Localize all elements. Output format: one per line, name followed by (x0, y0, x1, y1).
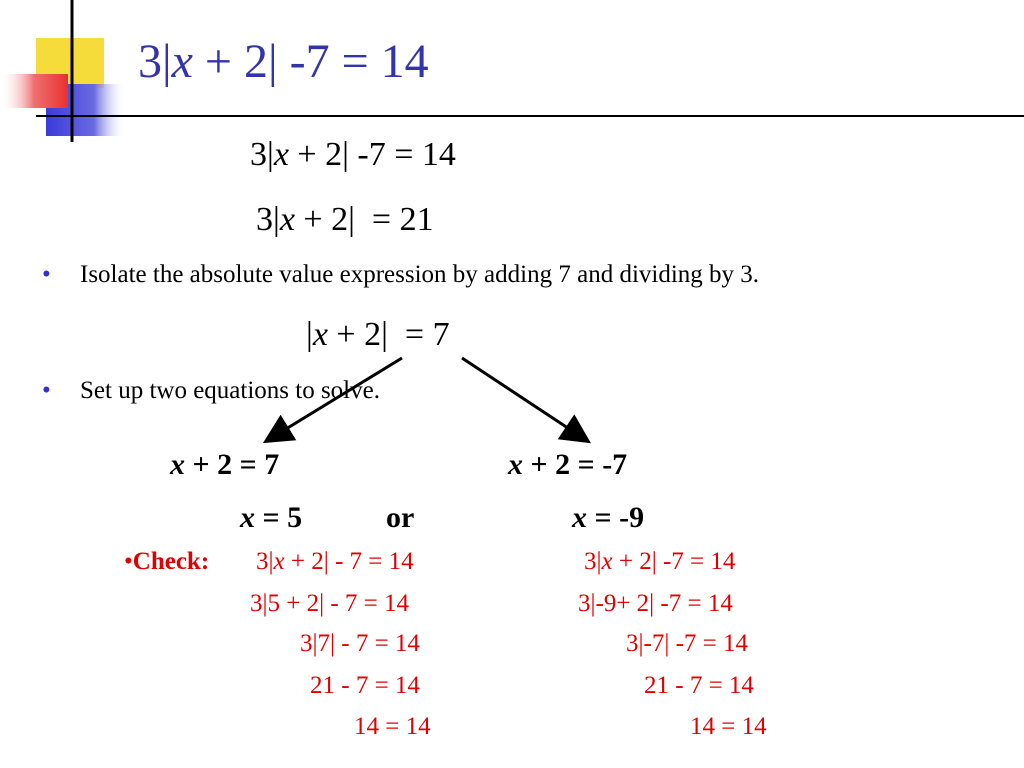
bullet-isolate: • Isolate the absolute value expression by adding 7 and dividing by 3. (42, 261, 760, 288)
check-heading: •Check: (124, 548, 210, 575)
equation-step-1: 3|x + 2| -7 = 14 (250, 136, 456, 173)
check-right-line-3: 3|-7| -7 = 14 (626, 630, 749, 657)
check-right-line-2: 3|-9+ 2| -7 = 14 (578, 590, 733, 617)
arrow-left (268, 358, 402, 440)
arrow-right (462, 358, 586, 440)
check-right-line-5: 14 = 14 (690, 713, 767, 740)
left-case-equation: x + 2 = 7 (170, 448, 280, 481)
left-solution: x = 5 (240, 501, 303, 534)
check-right-line-1: 3|x + 2| -7 = 14 (584, 548, 736, 575)
check-left-line-5: 14 = 14 (354, 713, 431, 740)
equation-step-2: 3|x + 2| = 21 (256, 201, 434, 238)
equation-step-3: |x + 2| = 7 (306, 316, 450, 353)
check-left-line-3: 3|7| - 7 = 14 (300, 630, 420, 657)
check-bullet-icon: • (124, 548, 133, 575)
bullet-icon: • (42, 377, 51, 404)
right-case-equation: x + 2 = -7 (508, 448, 628, 481)
right-solution: x = -9 (572, 501, 645, 534)
check-left-line-2: 3|5 + 2| - 7 = 14 (250, 590, 410, 617)
bullet-setup: • Set up two equations to solve. (42, 377, 380, 404)
check-left-line-1: 3|x + 2| - 7 = 14 (256, 548, 414, 575)
slide-title: 3|x + 2| -7 = 14 (138, 35, 429, 88)
bullet-icon: • (42, 261, 51, 288)
check-right-line-4: 21 - 7 = 14 (644, 672, 754, 699)
or-word: or (386, 501, 415, 534)
check-left-line-4: 21 - 7 = 14 (310, 672, 420, 699)
